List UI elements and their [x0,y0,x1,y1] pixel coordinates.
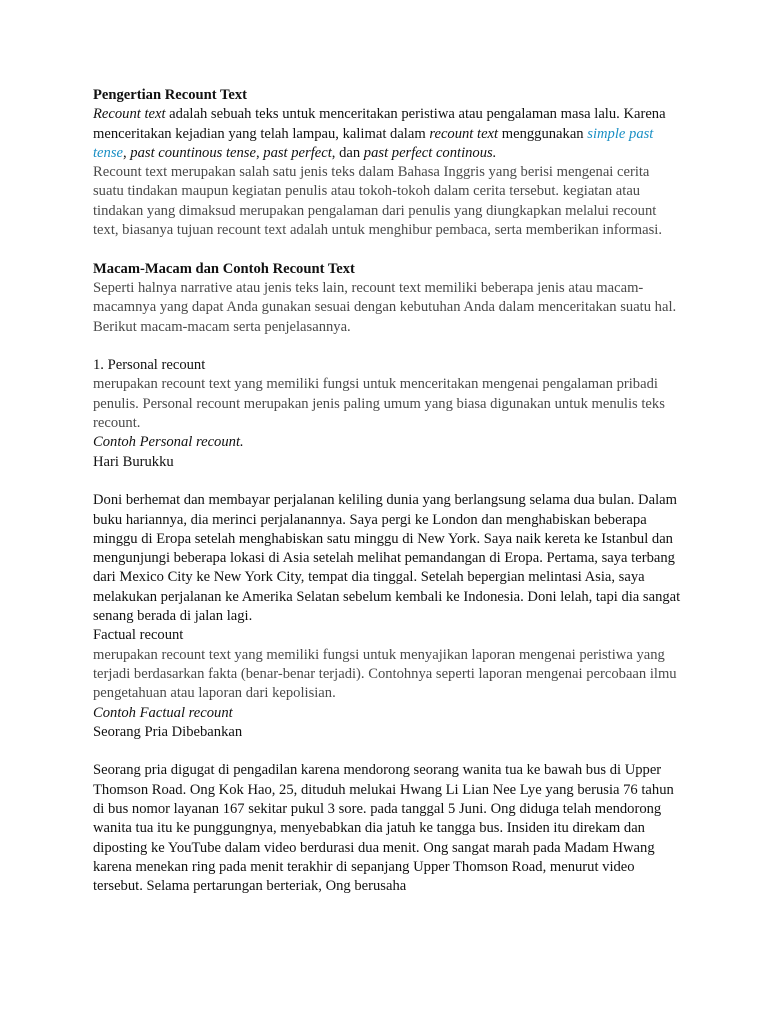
term-past-perfect: past perfect [263,144,332,161]
intro-text-1: adalah sebuah teks untuk menceritakan peristiwa atau pengalaman masa lalu. Karena menceritakan kejadian yang telah lampau, kalimat dalam [93,106,666,142]
section-heading-macam: Macam-Macam dan Contoh Recount Text [93,260,355,277]
personal-example-body: Doni berhemat dan membayar perjalanan keliling dunia yang berlangsung selama dua bulan. Dalam buku hariannya, dia merinci perjalanannya. Saya pergi ke London dan menghabiskan beberapa minggu di Eropa setelah menghabiskan satu minggu di New York. Saya naik kereta ke Istanbul dan mengunjungi beberapa lokasi di Asia setelah melihat pemandangan di Eropa. Pertama, saya terbang dari Mexico City ke New York City, tempat dia tinggal. Setelah bepergian melintasi Asia, saya melakukan perjalanan ke Amerika Selatan sebelum kembali ke Indonesia. Doni lelah, tapi dia sangat senang berada di jalan lagi. [93,492,681,625]
section-heading-pengertian: Pengertian Recount Text [93,87,248,103]
spacer [93,337,683,356]
factual-example-title: Seorang Pria Dibebankan [93,723,243,740]
personal-recount-description: merupakan recount text yang memiliki fungsi untuk menceritakan mengenai pengalaman pribadi penulis. Personal recount merupakan jenis paling umum yang biasa digunakan untuk menulis teks recount. [93,376,665,432]
spacer [93,240,683,259]
intro-text-3: , dan [331,144,364,161]
intro-paragraph [93,105,683,163]
personal-example-label: Contoh Personal recount. [93,434,244,451]
term-recount-text-2: recount text [429,125,499,142]
spacer [93,742,683,761]
definition-paragraph: Recount text merupakan salah satu jenis teks dalam Bahasa Inggris yang berisi mengenai cerita suatu tindakan maupun kegiatan penulis atau tokoh-tokoh dalam cerita tersebut. kegiatan atau tindakan yang dimaksud merupakan pengalaman dari penulis yang diungkapkan melalui recount text, biasanya tujuan recount text adalah untuk menghibur pembaca, serta memberikan informasi. [93,164,662,239]
factual-example-label: Contoh Factual recount [93,704,233,721]
spacer [93,472,683,491]
personal-recount-title: 1. Personal recount [93,357,206,374]
document-page [93,86,683,896]
term-past-perfect-continous: past perfect continous. [363,144,497,161]
factual-recount-description: merupakan recount text yang memiliki fungsi untuk menyajikan laporan mengenai peristiwa yang terjadi berdasarkan fakta (benar-benar terjadi). Contohnya seperti laporan mengenai percobaan ilmu pengetahuan atau laporan dari kepolisian. [93,646,677,702]
macam-paragraph: Seperti halnya narrative atau jenis teks lain, recount text memiliki beberapa jenis atau macam-macamnya yang dapat Anda gunakan sesuai dengan kebutuhan Anda dalam menceritakan suatu hal. Berikut macam-macam serta penjelasannya. [93,279,677,335]
term-past-continous: past countinous tense [130,144,256,161]
simple-past-tense-link[interactable]: simple past tense [93,125,654,161]
intro-comma-2: , [255,144,264,161]
intro-comma-1: , [123,144,131,161]
factual-recount-title: Factual recount [93,627,184,644]
factual-example-body: Seorang pria digugat di pengadilan karena mendorong seorang wanita tua ke bawah bus di Upper Thomson Road. Ong Kok Hao, 25, dituduh melukai Hwang Li Lian Nee Lye yang berusia 76 tahun di bus nomor layanan 167 sekitar pukul 3 sore. pada tanggal 5 Juni. Ong diduga telah mendorong wanita tua itu ke punggungnya, menyebabkan dia jatuh ke tangga bus. Insiden itu direkam dan diposting ke YouTube dalam video berdurasi dua menit. Ong sangat marah pada Madam Hwang karena menekan ring pada menit terakhir di sepanjang Upper Thomson Road, menurut video tersebut. Selama pertarungan berteriak, Ong berusaha [93,762,674,895]
term-recount-text: Recount text [93,106,166,123]
intro-text-2: menggunakan [498,125,588,142]
personal-example-title: Hari Burukku [93,453,174,470]
